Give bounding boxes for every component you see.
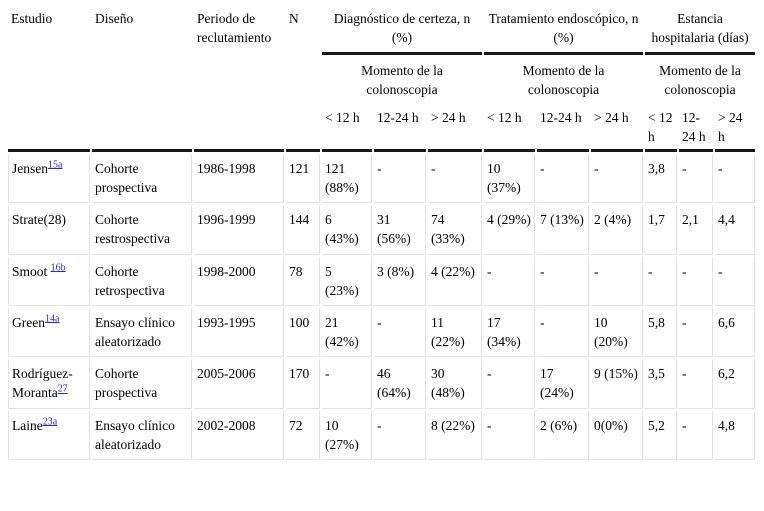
value-cell: - bbox=[679, 154, 713, 203]
col-header-n: N bbox=[286, 5, 320, 152]
value-cell: 10 (27%) bbox=[322, 411, 372, 460]
n-cell: 78 bbox=[286, 257, 320, 306]
table-row bbox=[8, 257, 755, 306]
value-cell: 3,5 bbox=[645, 359, 677, 408]
table-row bbox=[8, 359, 755, 408]
value-cell: - bbox=[537, 154, 589, 203]
study-name: Strate(28) bbox=[12, 212, 66, 228]
study-cell bbox=[8, 154, 90, 203]
col-header-trat-lt12: < 12 h bbox=[484, 105, 535, 152]
value-cell: 2 (4%) bbox=[591, 205, 643, 254]
value-cell: 9 (15%) bbox=[591, 359, 643, 408]
reference-superscript bbox=[48, 159, 62, 170]
table-row bbox=[8, 154, 755, 203]
n-cell: 170 bbox=[286, 359, 320, 408]
reference-superscript bbox=[51, 262, 66, 273]
value-cell: 2 (6%) bbox=[537, 411, 589, 460]
value-cell: 4 (22%) bbox=[428, 257, 482, 306]
value-cell: - bbox=[591, 154, 643, 203]
table-header bbox=[8, 5, 755, 152]
col-header-diseno: Diseño bbox=[92, 5, 192, 152]
value-cell: 5 (23%) bbox=[322, 257, 372, 306]
period-cell: 1993-1995 bbox=[194, 308, 284, 357]
period-cell: 2002-2008 bbox=[194, 411, 284, 460]
col-header-estudio: Estudio bbox=[8, 5, 90, 152]
reference-link[interactable]: 27 bbox=[57, 383, 68, 395]
value-cell: - bbox=[679, 411, 713, 460]
group-header-estancia: Estancia hospitalaria (días) bbox=[651, 11, 749, 46]
value-cell: 3,8 bbox=[645, 154, 677, 203]
subheader-momento-tratamiento: Momento de la colonoscopia bbox=[484, 52, 643, 102]
subheader-momento-estancia: Momento de la colonoscopia bbox=[645, 52, 755, 102]
design-cell: Cohorte prospectiva bbox=[92, 359, 192, 408]
col-header-trat-gt24: > 24 h bbox=[591, 105, 643, 152]
design-cell: Cohorte prospectiva bbox=[92, 154, 192, 203]
reference-superscript bbox=[45, 313, 59, 324]
table-row bbox=[8, 205, 755, 254]
value-cell: - bbox=[537, 308, 589, 357]
group-header-diagnostico: Diagnóstico de certeza, n (%) bbox=[333, 11, 471, 46]
col-header-diag-lt12: < 12 h bbox=[322, 105, 372, 152]
value-cell: 6 (43%) bbox=[322, 205, 372, 254]
table-row bbox=[8, 308, 755, 357]
value-cell: 11 (22%) bbox=[428, 308, 482, 357]
period-cell: 1986-1998 bbox=[194, 154, 284, 203]
n-cell: 144 bbox=[286, 205, 320, 254]
n-cell: 121 bbox=[286, 154, 320, 203]
reference-link[interactable]: 14a bbox=[44, 313, 60, 325]
reference-superscript bbox=[58, 384, 68, 395]
reference-superscript bbox=[43, 416, 57, 427]
value-cell: 21 (42%) bbox=[322, 308, 372, 357]
value-cell: 10 (37%) bbox=[484, 154, 535, 203]
value-cell: 17 (34%) bbox=[484, 308, 535, 357]
value-cell: 31 (56%) bbox=[374, 205, 426, 254]
value-cell: 0(0%) bbox=[591, 411, 643, 460]
value-cell: - bbox=[484, 257, 535, 306]
study-name: Green bbox=[12, 314, 45, 330]
study-name: Laine bbox=[12, 417, 43, 433]
value-cell: 6,2 bbox=[715, 359, 755, 408]
reference-link[interactable]: 16b bbox=[50, 262, 66, 274]
value-cell: 4,8 bbox=[715, 411, 755, 460]
value-cell: - bbox=[679, 359, 713, 408]
col-header-periodo: Periodo de reclutamiento bbox=[194, 5, 284, 152]
value-cell: - bbox=[322, 359, 372, 408]
value-cell: 1,7 bbox=[645, 205, 677, 254]
value-cell: 5,8 bbox=[645, 308, 677, 357]
value-cell: - bbox=[428, 154, 482, 203]
article-table-page bbox=[0, 3, 764, 511]
period-cell: 1998-2000 bbox=[194, 257, 284, 306]
value-cell: 2,1 bbox=[679, 205, 713, 254]
value-cell: 74 (33%) bbox=[428, 205, 482, 254]
value-cell: - bbox=[715, 257, 755, 306]
col-header-diag-12-24: 12-24 h bbox=[374, 105, 426, 152]
value-cell: 30 (48%) bbox=[428, 359, 482, 408]
value-cell: - bbox=[679, 308, 713, 357]
value-cell: - bbox=[715, 154, 755, 203]
value-cell: - bbox=[679, 257, 713, 306]
studies-comparison-table bbox=[6, 3, 757, 462]
study-cell bbox=[8, 308, 90, 357]
table-row bbox=[8, 411, 755, 460]
group-header-tratamiento: Tratamiento endoscópico, n (%) bbox=[488, 11, 639, 46]
col-header-diag-gt24: > 24 h bbox=[428, 105, 482, 152]
value-cell: 4,4 bbox=[715, 205, 755, 254]
col-header-est-12-24: 12-24 h bbox=[679, 105, 713, 152]
value-cell: 10 (20%) bbox=[591, 308, 643, 357]
period-cell: 2005-2006 bbox=[194, 359, 284, 408]
n-cell: 72 bbox=[286, 411, 320, 460]
value-cell: - bbox=[591, 257, 643, 306]
value-cell: - bbox=[374, 308, 426, 357]
subheader-momento-diagnostico: Momento de la colonoscopia bbox=[322, 52, 482, 102]
period-cell: 1996-1999 bbox=[194, 205, 284, 254]
value-cell: 6,6 bbox=[715, 308, 755, 357]
n-cell: 100 bbox=[286, 308, 320, 357]
value-cell: 8 (22%) bbox=[428, 411, 482, 460]
value-cell: 17 (24%) bbox=[537, 359, 589, 408]
study-cell bbox=[8, 411, 90, 460]
design-cell: Cohorte retrospectiva bbox=[92, 257, 192, 306]
design-cell: Ensayo clínico aleatorizado bbox=[92, 411, 192, 460]
study-name: Rodríguez-Moranta bbox=[12, 366, 73, 401]
study-name: Jensen bbox=[12, 160, 48, 176]
value-cell: 3 (8%) bbox=[374, 257, 426, 306]
value-cell: 5,2 bbox=[645, 411, 677, 460]
study-name: Smoot bbox=[12, 263, 51, 279]
reference-link[interactable]: 15a bbox=[48, 159, 63, 171]
col-header-est-gt24: > 24 h bbox=[715, 105, 755, 152]
reference-link[interactable]: 23a bbox=[42, 416, 58, 427]
col-header-est-lt12: < 12 h bbox=[645, 105, 677, 152]
value-cell: - bbox=[484, 411, 535, 460]
value-cell: - bbox=[645, 257, 677, 306]
value-cell: 4 (29%) bbox=[484, 205, 535, 254]
value-cell: - bbox=[374, 411, 426, 460]
value-cell: 7 (13%) bbox=[537, 205, 589, 254]
value-cell: - bbox=[484, 359, 535, 408]
study-cell bbox=[8, 205, 90, 254]
study-cell bbox=[8, 359, 90, 408]
header-row-top bbox=[8, 5, 755, 50]
value-cell: 121 (88%) bbox=[322, 154, 372, 203]
col-header-trat-12-24: 12-24 h bbox=[537, 105, 589, 152]
value-cell: - bbox=[374, 154, 426, 203]
design-cell: Ensayo clínico aleatorizado bbox=[92, 308, 192, 357]
study-cell bbox=[8, 257, 90, 306]
design-cell: Cohorte restrospectiva bbox=[92, 205, 192, 254]
value-cell: - bbox=[537, 257, 589, 306]
table-body bbox=[8, 154, 755, 460]
value-cell: 46 (64%) bbox=[374, 359, 426, 408]
